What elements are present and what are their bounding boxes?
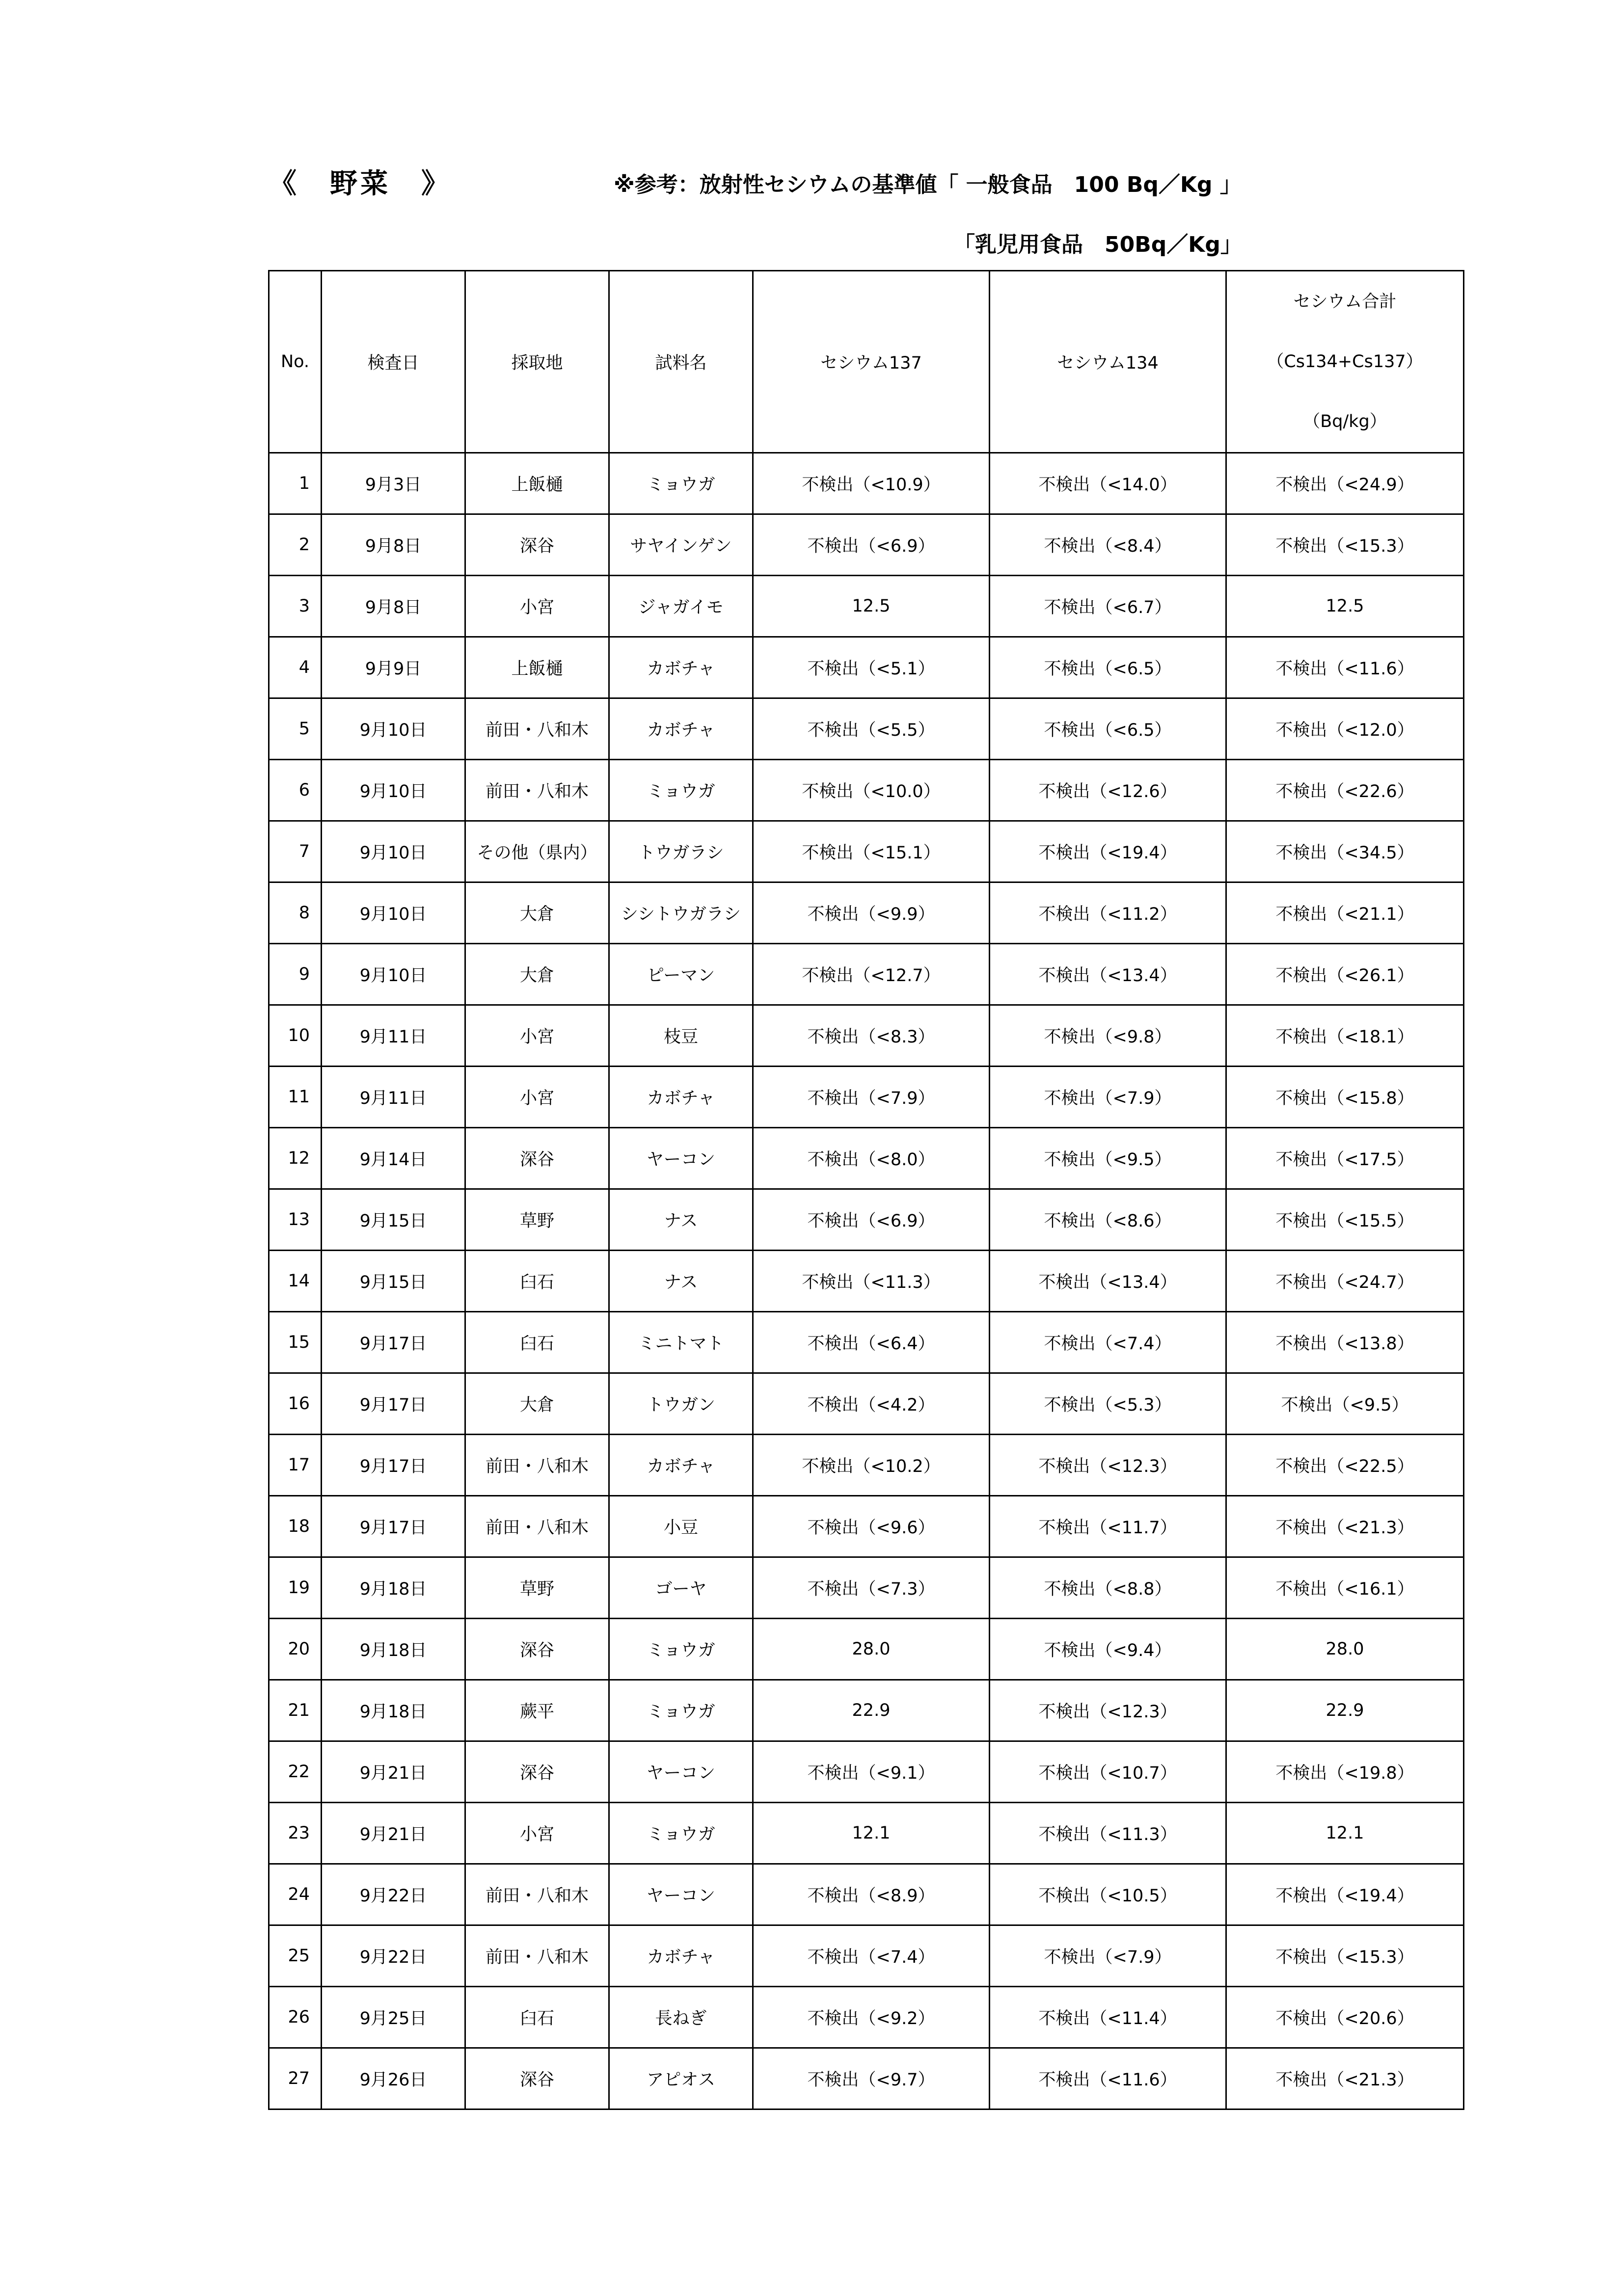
cell-cs134: 不検出（<7.4） <box>990 1312 1226 1373</box>
cell-no: 20 <box>269 1619 322 1680</box>
header-no: No. <box>269 271 322 453</box>
cell-total: 不検出（<24.9） <box>1226 453 1464 514</box>
cell-total: 28.0 <box>1226 1619 1464 1680</box>
table-row <box>269 1435 1464 1496</box>
cell-no: 4 <box>269 637 322 698</box>
cell-no: 9 <box>269 944 322 1005</box>
table-row <box>269 1619 1464 1680</box>
table-header-row <box>269 271 1464 453</box>
table-row <box>269 1373 1464 1435</box>
cell-location: 前田・八和木 <box>465 698 609 760</box>
table-row <box>269 1496 1464 1557</box>
cell-cs134: 不検出（<14.0） <box>990 453 1226 514</box>
cell-total: 不検出（<34.5） <box>1226 821 1464 882</box>
cell-sample: トウガラシ <box>609 821 753 882</box>
cell-date: 9月22日 <box>322 1925 465 1987</box>
cell-cs137: 不検出（<4.2） <box>753 1373 990 1435</box>
cell-no: 22 <box>269 1741 322 1803</box>
cell-cs137: 不検出（<6.4） <box>753 1312 990 1373</box>
cell-location: 小宮 <box>465 576 609 637</box>
cell-no: 7 <box>269 821 322 882</box>
cell-date: 9月26日 <box>322 2048 465 2109</box>
table-row <box>269 1987 1464 2048</box>
cell-sample: ミョウガ <box>609 760 753 821</box>
cell-cs137: 不検出（<9.9） <box>753 882 990 944</box>
table-row <box>269 944 1464 1005</box>
cell-cs137: 不検出（<7.4） <box>753 1925 990 1987</box>
table-row <box>269 1005 1464 1067</box>
cell-date: 9月17日 <box>322 1373 465 1435</box>
cell-cs137: 不検出（<7.3） <box>753 1557 990 1619</box>
cell-location: 大倉 <box>465 944 609 1005</box>
table-row <box>269 1741 1464 1803</box>
cell-sample: ミニトマト <box>609 1312 753 1373</box>
cell-cs134: 不検出（<12.3） <box>990 1680 1226 1741</box>
cell-cs134: 不検出（<12.3） <box>990 1435 1226 1496</box>
cell-total: 不検出（<24.7） <box>1226 1251 1464 1312</box>
reference-standard-general: ※参考：放射性セシウムの基準値「 一般食品 100 Bq／Kg 」 <box>614 172 1242 197</box>
cell-no: 3 <box>269 576 322 637</box>
cell-sample: ナス <box>609 1189 753 1251</box>
cell-date: 9月14日 <box>322 1128 465 1189</box>
table-row <box>269 1067 1464 1128</box>
cell-no: 25 <box>269 1925 322 1987</box>
cell-cs137: 不検出（<7.9） <box>753 1067 990 1128</box>
cell-no: 8 <box>269 882 322 944</box>
cell-no: 13 <box>269 1189 322 1251</box>
cell-total: 不検出（<22.5） <box>1226 1435 1464 1496</box>
cell-no: 17 <box>269 1435 322 1496</box>
cell-cs134: 不検出（<8.8） <box>990 1557 1226 1619</box>
header-date: 検査日 <box>322 271 465 453</box>
cell-no: 21 <box>269 1680 322 1741</box>
cell-cs137: 不検出（<12.7） <box>753 944 990 1005</box>
cell-cs137: 28.0 <box>753 1619 990 1680</box>
cell-cs137: 12.5 <box>753 576 990 637</box>
cell-date: 9月17日 <box>322 1496 465 1557</box>
table-row <box>269 1680 1464 1741</box>
cell-no: 14 <box>269 1251 322 1312</box>
cell-location: 深谷 <box>465 2048 609 2109</box>
table-row <box>269 821 1464 882</box>
cell-date: 9月10日 <box>322 821 465 882</box>
cell-no: 26 <box>269 1987 322 2048</box>
page-title: 《 野菜 》 <box>269 168 452 200</box>
cell-cs137: 12.1 <box>753 1803 990 1864</box>
cell-location: 前田・八和木 <box>465 760 609 821</box>
cell-total: 不検出（<15.5） <box>1226 1189 1464 1251</box>
header-cs137: セシウム137 <box>753 271 990 453</box>
cell-cs137: 不検出（<9.1） <box>753 1741 990 1803</box>
cell-total: 不検出（<19.4） <box>1226 1864 1464 1925</box>
table-row <box>269 882 1464 944</box>
table-row <box>269 576 1464 637</box>
header-total-label: セシウム合計 <box>1293 292 1397 312</box>
header-total-formula: （Cs134+Cs137） <box>1267 352 1423 372</box>
cell-no: 18 <box>269 1496 322 1557</box>
cell-cs134: 不検出（<8.4） <box>990 514 1226 576</box>
cell-total: 不検出（<17.5） <box>1226 1128 1464 1189</box>
cell-location: 草野 <box>465 1557 609 1619</box>
cell-total: 不検出（<20.6） <box>1226 1987 1464 2048</box>
table-row <box>269 637 1464 698</box>
table-row <box>269 1864 1464 1925</box>
cell-location: 深谷 <box>465 1128 609 1189</box>
header-cs134: セシウム134 <box>990 271 1226 453</box>
cell-sample: アピオス <box>609 2048 753 2109</box>
cell-date: 9月8日 <box>322 514 465 576</box>
cell-no: 15 <box>269 1312 322 1373</box>
table-row <box>269 1128 1464 1189</box>
cell-location: 前田・八和木 <box>465 1864 609 1925</box>
cell-date: 9月18日 <box>322 1557 465 1619</box>
cell-sample: ミョウガ <box>609 1803 753 1864</box>
cell-total: 不検出（<18.1） <box>1226 1005 1464 1067</box>
cell-location: 前田・八和木 <box>465 1496 609 1557</box>
cell-sample: ミョウガ <box>609 1680 753 1741</box>
header-location: 採取地 <box>465 271 609 453</box>
cell-cs137: 不検出（<5.5） <box>753 698 990 760</box>
cell-total: 不検出（<21.3） <box>1226 1496 1464 1557</box>
cell-cs134: 不検出（<8.6） <box>990 1189 1226 1251</box>
cell-sample: カボチャ <box>609 1435 753 1496</box>
cell-location: 前田・八和木 <box>465 1435 609 1496</box>
cell-sample: 長ねぎ <box>609 1987 753 2048</box>
cell-date: 9月10日 <box>322 698 465 760</box>
cell-location: 臼石 <box>465 1987 609 2048</box>
cell-sample: カボチャ <box>609 1067 753 1128</box>
cell-total: 不検出（<12.0） <box>1226 698 1464 760</box>
cell-no: 2 <box>269 514 322 576</box>
reference-standard-infant: 「乳児用食品 50Bq／Kg」 <box>953 232 1242 257</box>
table-row <box>269 1925 1464 1987</box>
table-row <box>269 514 1464 576</box>
cell-cs134: 不検出（<11.7） <box>990 1496 1226 1557</box>
cell-cs137: 不検出（<6.9） <box>753 1189 990 1251</box>
cell-location: 前田・八和木 <box>465 1925 609 1987</box>
cell-date: 9月10日 <box>322 760 465 821</box>
table-row <box>269 1557 1464 1619</box>
cell-location: 上飯樋 <box>465 637 609 698</box>
cell-sample: カボチャ <box>609 698 753 760</box>
cell-cs137: 不検出（<10.9） <box>753 453 990 514</box>
cell-sample: ヤーコン <box>609 1128 753 1189</box>
cell-sample: ジャガイモ <box>609 576 753 637</box>
cell-total: 不検出（<9.5） <box>1226 1373 1464 1435</box>
cell-no: 24 <box>269 1864 322 1925</box>
cell-cs134: 不検出（<11.6） <box>990 2048 1226 2109</box>
cell-cs137: 不検出（<15.1） <box>753 821 990 882</box>
cell-cs134: 不検出（<11.2） <box>990 882 1226 944</box>
table-row <box>269 1251 1464 1312</box>
header-total <box>1226 271 1464 453</box>
cell-no: 23 <box>269 1803 322 1864</box>
cell-cs137: 不検出（<8.9） <box>753 1864 990 1925</box>
cell-sample: カボチャ <box>609 1925 753 1987</box>
cell-sample: ミョウガ <box>609 1619 753 1680</box>
cell-no: 27 <box>269 2048 322 2109</box>
cell-total: 不検出（<21.3） <box>1226 2048 1464 2109</box>
cell-cs134: 不検出（<6.7） <box>990 576 1226 637</box>
cell-cs134: 不検出（<11.4） <box>990 1987 1226 2048</box>
cell-total: 不検出（<22.6） <box>1226 760 1464 821</box>
cell-date: 9月18日 <box>322 1619 465 1680</box>
cell-no: 5 <box>269 698 322 760</box>
table-row <box>269 760 1464 821</box>
cell-date: 9月22日 <box>322 1864 465 1925</box>
cell-sample: 枝豆 <box>609 1005 753 1067</box>
cell-total: 不検出（<16.1） <box>1226 1557 1464 1619</box>
cell-date: 9月17日 <box>322 1312 465 1373</box>
cell-sample: 小豆 <box>609 1496 753 1557</box>
cell-total: 12.1 <box>1226 1803 1464 1864</box>
cell-sample: ピーマン <box>609 944 753 1005</box>
cell-date: 9月21日 <box>322 1741 465 1803</box>
cell-total: 不検出（<13.8） <box>1226 1312 1464 1373</box>
cell-cs134: 不検出（<13.4） <box>990 944 1226 1005</box>
cell-total: 不検出（<15.3） <box>1226 514 1464 576</box>
cell-location: 小宮 <box>465 1067 609 1128</box>
cell-no: 19 <box>269 1557 322 1619</box>
cell-cs137: 不検出（<8.0） <box>753 1128 990 1189</box>
cell-date: 9月21日 <box>322 1803 465 1864</box>
cell-total: 不検出（<21.1） <box>1226 882 1464 944</box>
cell-date: 9月15日 <box>322 1189 465 1251</box>
cell-total: 12.5 <box>1226 576 1464 637</box>
cell-no: 12 <box>269 1128 322 1189</box>
cell-location: その他（県内） <box>465 821 609 882</box>
cell-cs137: 不検出（<5.1） <box>753 637 990 698</box>
cell-cs137: 不検出（<10.0） <box>753 760 990 821</box>
cell-cs134: 不検出（<9.5） <box>990 1128 1226 1189</box>
cell-cs137: 不検出（<9.2） <box>753 1987 990 2048</box>
cell-location: 小宮 <box>465 1005 609 1067</box>
cell-total: 22.9 <box>1226 1680 1464 1741</box>
cell-cs137: 22.9 <box>753 1680 990 1741</box>
cell-date: 9月25日 <box>322 1987 465 2048</box>
cell-cs134: 不検出（<10.7） <box>990 1741 1226 1803</box>
cell-no: 16 <box>269 1373 322 1435</box>
table-row <box>269 453 1464 514</box>
cell-total: 不検出（<26.1） <box>1226 944 1464 1005</box>
cell-cs137: 不検出（<6.9） <box>753 514 990 576</box>
cell-location: 上飯樋 <box>465 453 609 514</box>
cell-cs134: 不検出（<7.9） <box>990 1925 1226 1987</box>
cell-sample: サヤインゲン <box>609 514 753 576</box>
cell-total: 不検出（<19.8） <box>1226 1741 1464 1803</box>
cell-sample: カボチャ <box>609 637 753 698</box>
cell-date: 9月11日 <box>322 1067 465 1128</box>
cell-location: 深谷 <box>465 1619 609 1680</box>
cell-location: 草野 <box>465 1189 609 1251</box>
cell-cs134: 不検出（<9.4） <box>990 1619 1226 1680</box>
cell-sample: ミョウガ <box>609 453 753 514</box>
cell-no: 10 <box>269 1005 322 1067</box>
table-row <box>269 1189 1464 1251</box>
header-total-unit: （Bq/kg） <box>1303 412 1387 431</box>
cell-cs134: 不検出（<6.5） <box>990 698 1226 760</box>
cell-cs134: 不検出（<5.3） <box>990 1373 1226 1435</box>
cell-cs137: 不検出（<10.2） <box>753 1435 990 1496</box>
cell-date: 9月18日 <box>322 1680 465 1741</box>
header-sample: 試料名 <box>609 271 753 453</box>
cell-cs134: 不検出（<19.4） <box>990 821 1226 882</box>
cell-location: 小宮 <box>465 1803 609 1864</box>
table-row <box>269 1312 1464 1373</box>
cell-location: 深谷 <box>465 514 609 576</box>
cell-date: 9月10日 <box>322 944 465 1005</box>
cell-cs134: 不検出（<9.8） <box>990 1005 1226 1067</box>
cell-location: 蕨平 <box>465 1680 609 1741</box>
cell-no: 6 <box>269 760 322 821</box>
cell-cs134: 不検出（<6.5） <box>990 637 1226 698</box>
cell-location: 深谷 <box>465 1741 609 1803</box>
cell-sample: ヤーコン <box>609 1741 753 1803</box>
cell-no: 1 <box>269 453 322 514</box>
table-row <box>269 2048 1464 2109</box>
results-table <box>268 270 1464 2110</box>
table-row <box>269 698 1464 760</box>
cell-date: 9月3日 <box>322 453 465 514</box>
cell-sample: ゴーヤ <box>609 1557 753 1619</box>
cell-sample: トウガン <box>609 1373 753 1435</box>
cell-sample: シシトウガラシ <box>609 882 753 944</box>
cell-cs137: 不検出（<9.6） <box>753 1496 990 1557</box>
cell-sample: ナス <box>609 1251 753 1312</box>
cell-cs134: 不検出（<12.6） <box>990 760 1226 821</box>
cell-no: 11 <box>269 1067 322 1128</box>
cell-date: 9月11日 <box>322 1005 465 1067</box>
cell-cs137: 不検出（<9.7） <box>753 2048 990 2109</box>
cell-cs134: 不検出（<10.5） <box>990 1864 1226 1925</box>
cell-cs137: 不検出（<8.3） <box>753 1005 990 1067</box>
table-body <box>269 453 1464 2109</box>
cell-sample: ヤーコン <box>609 1864 753 1925</box>
cell-cs137: 不検出（<11.3） <box>753 1251 990 1312</box>
cell-date: 9月10日 <box>322 882 465 944</box>
cell-location: 臼石 <box>465 1251 609 1312</box>
cell-total: 不検出（<15.3） <box>1226 1925 1464 1987</box>
cell-total: 不検出（<11.6） <box>1226 637 1464 698</box>
cell-location: 臼石 <box>465 1312 609 1373</box>
cell-location: 大倉 <box>465 1373 609 1435</box>
cell-date: 9月15日 <box>322 1251 465 1312</box>
table-row <box>269 1803 1464 1864</box>
cell-cs134: 不検出（<11.3） <box>990 1803 1226 1864</box>
cell-total: 不検出（<15.8） <box>1226 1067 1464 1128</box>
cell-cs134: 不検出（<7.9） <box>990 1067 1226 1128</box>
cell-location: 大倉 <box>465 882 609 944</box>
cell-date: 9月8日 <box>322 576 465 637</box>
cell-cs134: 不検出（<13.4） <box>990 1251 1226 1312</box>
cell-date: 9月17日 <box>322 1435 465 1496</box>
cell-date: 9月9日 <box>322 637 465 698</box>
